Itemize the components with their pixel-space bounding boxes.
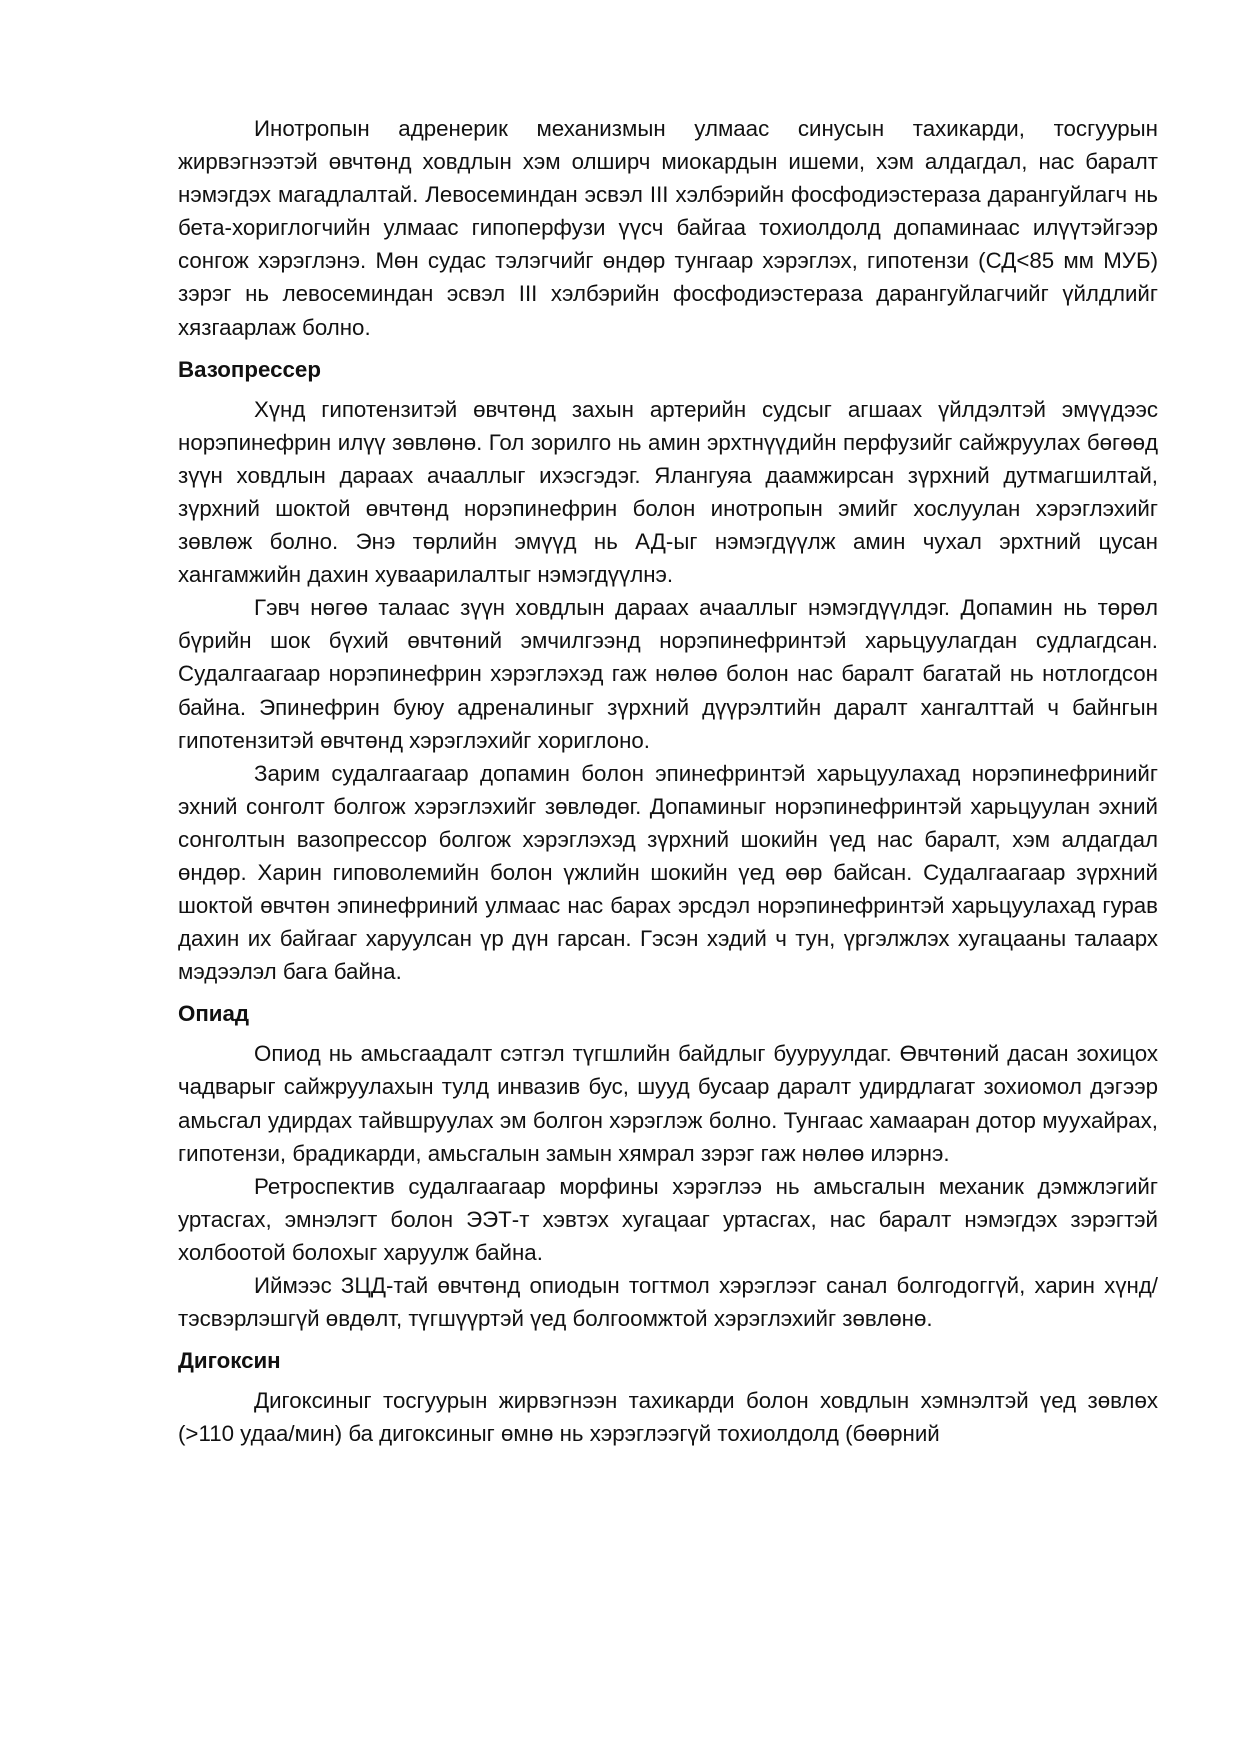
opioid-paragraph-3: Иймээс ЗЦД-тай өвчтөнд опиодын тогтмол хэрэглээг санал болгодоггүй, харин хүнд/тэсвэрлэшгүй өвдөлт, түгшүүртэй үед болгоомжтой хэрэглэхийг зөвлөнө.	[178, 1273, 1158, 1332]
intro-paragraph: Инотропын адренерик механизмын улмаас синусын тахикарди, тосгуурын жирвэгнээтэй өвчтөнд ховдлын хэм олширч миокардын ишеми, хэм алдагдал, нас баралт нэмэгдэх магадлалтай. Левосеминдан эсвэл III хэлбэрийн фосфодиэстераза дарангуйлагч нь бета-хориглогчийн улмаас гипоперфузи үүсч байгаа тохиолдолд допаминаас илүүтэйгээр сонгож хэрэглэнэ. Мөн судас тэлэгчийг өндөр тунгаар хэрэглэх, гипотензи (СД<85 мм МУБ) зэрэг нь левосеминдан эсвэл III хэлбэрийн фосфодиэстераза дарангуйлагчийг үйлдлийг хязгаарлаж болно.	[178, 116, 1158, 340]
opioid-paragraph-2: Ретроспектив судалгаагаар морфины хэрэглээ нь амьсгалын механик дэмжлэгийг уртасгах, эмнэлэгт болон ЭЭТ-т хэвтэх хугацааг уртасгах, нас баралт нэмэгдэх зэрэгтэй холбоотой болохыг харуулж байна.	[178, 1173, 1158, 1265]
vasopressor-paragraph-2: Гэвч нөгөө талаас зүүн ховдлын дараах ачааллыг нэмэгдүүлдэг. Допамин нь төрөл бүрийн шок бүхий өвчтөний эмчилгээнд норэпинефринтэй харьцуулагдан судлагдсан. Судалгаагаар норэпинефрин хэрэглэхэд гаж нөлөө болон нас баралт багатай нь нотлогдсон байна. Эпинефрин буюу адреналиныг зүрхний дүүрэлтийн даралт хангалттай ч байнгын гипотензитэй өвчтөнд хэрэглэхийг хориглоно.	[178, 595, 1158, 753]
vasopressor-paragraph-3: Зарим судалгаагаар допамин болон эпинефринтэй харьцуулахад норэпинефринийг эхний сонголт болгож хэрэглэхийг зөвлөдөг. Допаминыг норэпинефринтэй харьцуулан эхний сонголтын вазопрессор болгож хэрэглэхэд зүрхний шокийн үед нас баралт, хэм алдагдал өндөр. Харин гиповолемийн болон үжлийн шокийн үед өөр байсан. Судалгаагаар зүрхний шоктой өвчтөн эпинефриний улмаас нас барах эрсдэл норэпинефринтэй харьцуулахад гурав дахин их байгааг харуулсан үр дүн гарсан. Гэсэн хэдий ч тун, үргэлжлэх хугацааны талаарх мэдээлэл бага байна.	[178, 760, 1158, 985]
section-heading-opioid: Опиад	[178, 1001, 250, 1027]
vasopressor-paragraph-1: Хүнд гипотензитэй өвчтөнд захын артерийн судсыг агшаах үйлдэлтэй эмүүдээс норэпинефрин илүү зөвлөнө. Гол зорилго нь амин эрхтнүүдийн перфузийг сайжруулах бөгөөд зүүн ховдлын дараах ачааллыг ихэсгэдэг. Ялангуяа даамжирсан зүрхний дутмагшилтай, зүрхний шоктой өвчтөнд норэпинефрин болон инотропын эмийг хослуулан хэрэглэхийг зөвлөж болно. Энэ төрлийн эмүүд нь АД-ыг нэмэгдүүлж амин чухал эрхтний цусан хангамжийн дахин хуваарилалтыг нэмэгдүүлнэ.	[178, 396, 1158, 588]
document-page	[178, 112, 1158, 1450]
digoxin-paragraph-1: Дигоксиныг тосгуурын жирвэгнээн тахикарди болон ховдлын хэмнэлтэй үед зөвлөх (>110 удаа/мин) ба дигоксиныг өмнө нь хэрэглээгүй тохиолдолд (бөөрний	[178, 1388, 1158, 1447]
section-heading-vasopressor: Вазопрессер	[178, 356, 321, 382]
section-heading-digoxin: Дигоксин	[178, 1348, 281, 1374]
opioid-paragraph-1: Опиод нь амьсгаадалт сэтгэл түгшлийн байдлыг бууруулдаг. Өвчтөний дасан зохицох чадварыг сайжруулахын тулд инвазив бус, шууд бусаар даралт удирдлагат зохиомол дэгээр амьсгал удирдах тайвшруулах эм болгон хэрэглэж болно. Тунгаас хамааран дотор муухайрах, гипотензи, брадикарди, амьсгалын замын хямрал зэрэг гаж нөлөө илэрнэ.	[178, 1041, 1158, 1166]
